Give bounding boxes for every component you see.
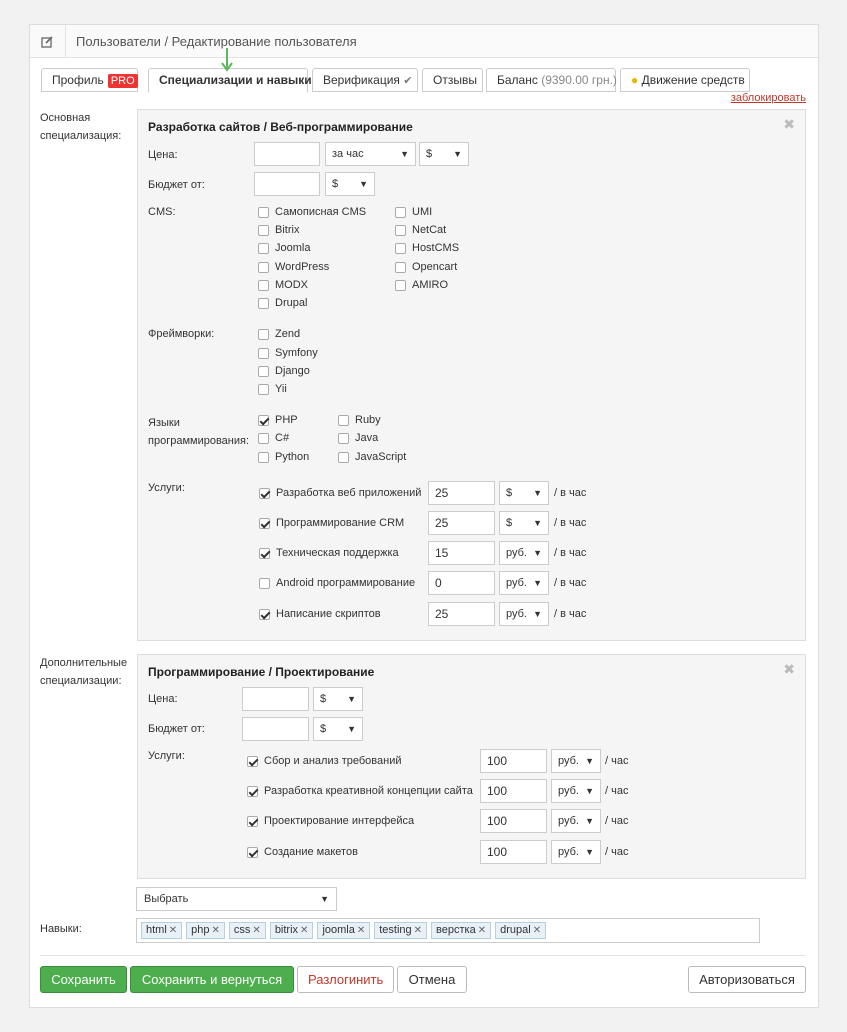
cms-checkbox[interactable] (395, 242, 459, 254)
budget-input[interactable] (254, 172, 320, 196)
shield-icon: ● (631, 73, 639, 87)
checkbox[interactable] (258, 280, 269, 291)
checkbox-checked[interactable] (247, 847, 258, 858)
skill-tag[interactable] (317, 922, 370, 939)
service-rate-input[interactable]: 100 (480, 809, 547, 833)
caret-down-icon: ▼ (533, 518, 542, 528)
checkbox[interactable] (258, 262, 269, 273)
checkbox-checked[interactable] (259, 518, 270, 529)
service-label: Android программирование (276, 577, 416, 589)
framework-option-label: Yii (275, 383, 287, 395)
checkbox[interactable] (259, 578, 270, 589)
caret-down-icon: ▼ (347, 724, 356, 734)
price-period-select[interactable] (325, 142, 416, 166)
checkbox[interactable] (395, 280, 406, 291)
save-button[interactable]: Сохранить (40, 966, 127, 993)
tab-specializations-label: Специализации и навыки (159, 73, 312, 87)
skill-tag-label: bitrix (274, 924, 299, 936)
budget-currency-value: $ (332, 178, 339, 190)
skill-tag[interactable] (186, 922, 225, 939)
tab-verification[interactable] (312, 68, 418, 92)
caret-down-icon: ▼ (533, 548, 542, 558)
caret-down-icon: ▼ (533, 578, 542, 588)
language-option-label: Python (275, 451, 310, 463)
tab-balance[interactable] (486, 68, 616, 92)
caret-down-icon: ▼ (585, 847, 594, 857)
divider (40, 955, 806, 956)
cms-checkbox[interactable] (258, 206, 366, 218)
skill-tag[interactable] (431, 922, 491, 939)
cms-checkbox[interactable] (258, 261, 329, 273)
skill-tag-label: joomla (322, 924, 355, 936)
service-currency-value: руб. (558, 846, 579, 858)
cms-option-label: NetCat (412, 224, 447, 236)
skill-tag-label: php (191, 924, 210, 936)
service-label: Проектирование интерфейса (264, 815, 415, 827)
checkbox-checked[interactable] (247, 786, 258, 797)
cms-option-label: Joomla (275, 242, 311, 254)
cms-checkbox[interactable] (258, 297, 307, 309)
price-currency-value: $ (426, 148, 433, 160)
service-unit: / час (605, 755, 629, 767)
skill-tag[interactable] (141, 922, 182, 939)
checkbox-checked[interactable] (247, 816, 258, 827)
service-label: Техническая поддержка (276, 547, 399, 559)
pro-badge: PRO (108, 74, 138, 88)
cms-checkbox[interactable] (395, 261, 457, 273)
service-currency-value: $ (506, 487, 513, 499)
skills-label: Навыки: (40, 923, 82, 935)
checkbox-checked[interactable] (259, 609, 270, 620)
service-currency-select[interactable] (499, 481, 549, 505)
skill-tag[interactable] (229, 922, 266, 939)
language-option-label: PHP (275, 414, 298, 426)
edit-icon (30, 25, 66, 58)
service-checkbox[interactable] (247, 785, 473, 797)
checkbox[interactable] (258, 452, 269, 463)
main-spec-label: Основная специализация: (40, 112, 122, 142)
skills-tag-input[interactable] (136, 918, 760, 943)
language-option-label: Java (355, 432, 379, 444)
language-option-label: C# (275, 432, 290, 444)
skills-select[interactable] (136, 887, 337, 911)
service-currency-value: руб. (506, 577, 527, 589)
framework-option-label: Zend (275, 328, 301, 340)
service-currency-value: руб. (558, 785, 579, 797)
cms-option-label: Bitrix (275, 224, 300, 236)
budget-label: Бюджет от: (148, 723, 205, 735)
arrow-down-icon (220, 47, 234, 73)
cms-option-label: WordPress (275, 261, 330, 273)
save-and-return-button[interactable]: Сохранить и вернуться (130, 966, 294, 993)
remove-icon[interactable]: ✕ (477, 925, 487, 936)
skill-tag[interactable] (495, 922, 546, 939)
price-period-value: за час (332, 148, 364, 160)
checkbox-checked[interactable] (259, 488, 270, 499)
caret-down-icon: ▼ (347, 694, 356, 704)
caret-down-icon: ▼ (359, 179, 368, 189)
framework-checkbox[interactable] (258, 347, 318, 359)
service-currency-select[interactable] (551, 840, 601, 864)
price-currency-select[interactable] (419, 142, 469, 166)
service-currency-select[interactable] (499, 541, 549, 565)
service-rate-input[interactable]: 25 (428, 481, 495, 505)
extra-budget-input[interactable] (242, 717, 309, 741)
cms-checkbox[interactable] (395, 206, 432, 218)
extra-price-currency-select[interactable] (313, 687, 363, 711)
close-icon[interactable]: ✖ (783, 116, 795, 132)
language-checkbox[interactable] (338, 451, 406, 463)
remove-icon[interactable]: ✕ (168, 925, 178, 936)
extra-spec-box (137, 654, 806, 879)
block-user-link[interactable]: заблокировать (730, 92, 806, 104)
service-checkbox[interactable] (259, 547, 399, 559)
skill-tag-label: testing (379, 924, 412, 936)
frameworks-label: Фреймворки: (148, 328, 215, 340)
tab-balance-amount: (9390.00 грн.) (541, 73, 617, 87)
extra-spec-label: Дополнительные специализации: (40, 657, 128, 687)
extra-budget-currency-select[interactable] (313, 717, 363, 741)
languages-label-line2: программирования: (148, 435, 250, 447)
language-checkbox[interactable] (338, 414, 381, 426)
remove-icon[interactable]: ✕ (300, 925, 309, 936)
cms-option-label: MODX (275, 279, 308, 291)
caret-down-icon: ▼ (585, 816, 594, 826)
main-spec-box (137, 109, 806, 641)
service-unit: / в час (554, 517, 587, 529)
caret-down-icon: ▼ (585, 756, 594, 766)
checkbox[interactable] (338, 415, 349, 426)
service-unit: / час (605, 815, 629, 827)
service-currency-value: руб. (506, 608, 527, 620)
tab-money-movement[interactable] (620, 68, 750, 92)
caret-down-icon: ▼ (453, 149, 462, 159)
services-label: Услуги: (148, 482, 185, 494)
checkbox[interactable] (395, 207, 406, 218)
skill-tag-label: верстка (436, 924, 476, 936)
checkbox[interactable] (258, 433, 269, 444)
service-label: Создание макетов (264, 846, 358, 858)
remove-icon[interactable]: ✕ (356, 925, 366, 936)
checkbox[interactable] (258, 329, 269, 340)
skill-tag-label: css (233, 924, 251, 936)
budget-label: Бюджет от: (148, 179, 205, 191)
service-unit: / в час (554, 547, 587, 559)
language-checkbox[interactable] (258, 451, 309, 463)
framework-checkbox[interactable] (258, 383, 287, 395)
authorize-button[interactable]: Авторизоваться (688, 966, 806, 993)
skill-tag[interactable] (374, 922, 427, 939)
services-label: Услуги: (148, 750, 185, 762)
price-input[interactable] (254, 142, 320, 166)
panel-header (30, 25, 818, 58)
languages-label (148, 414, 249, 450)
checkbox[interactable] (258, 225, 269, 236)
extra-spec-title: Программирование / Проектирование (148, 665, 375, 679)
checkbox[interactable] (395, 225, 406, 236)
service-rate-input[interactable]: 100 (480, 749, 547, 773)
cms-option-label: AMIRO (412, 279, 449, 291)
languages-label-line1: Языки (148, 417, 180, 429)
language-checkbox[interactable] (258, 414, 298, 426)
service-checkbox[interactable] (259, 487, 421, 499)
edit-user-panel (29, 24, 819, 1008)
tab-reviews-label: Отзывы (433, 73, 477, 87)
cms-option-label: Opencart (412, 261, 458, 273)
service-currency-value: $ (506, 517, 513, 529)
caret-down-icon: ▼ (400, 149, 409, 159)
service-label: Сбор и анализ требований (264, 755, 402, 767)
caret-down-icon: ▼ (320, 894, 329, 904)
framework-checkbox[interactable] (258, 328, 300, 340)
logout-button[interactable]: Разлогинить (297, 966, 394, 993)
checkbox-checked[interactable] (258, 415, 269, 426)
service-checkbox[interactable] (247, 846, 358, 858)
service-checkbox[interactable] (259, 608, 381, 620)
framework-checkbox[interactable] (258, 365, 310, 377)
service-currency-select[interactable] (551, 779, 601, 803)
service-unit: / в час (554, 608, 587, 620)
service-checkbox[interactable] (247, 815, 414, 827)
price-label: Цена: (148, 693, 178, 705)
price-label: Цена: (148, 149, 178, 161)
framework-option-label: Django (275, 365, 310, 377)
cms-label: CMS: (148, 206, 176, 218)
tab-balance-label: Баланс (497, 73, 538, 87)
remove-icon[interactable]: ✕ (211, 925, 220, 936)
checkbox[interactable] (258, 243, 269, 254)
budget-currency-select[interactable] (325, 172, 375, 196)
extra-price-currency-value: $ (320, 693, 327, 705)
service-unit: / час (605, 846, 629, 858)
service-rate-input[interactable]: 100 (480, 840, 547, 864)
remove-icon[interactable]: ✕ (413, 925, 423, 936)
cms-checkbox[interactable] (395, 279, 448, 291)
service-currency-select[interactable] (499, 511, 549, 535)
close-icon[interactable]: ✖ (783, 661, 795, 677)
remove-icon[interactable]: ✕ (252, 925, 261, 936)
skill-tag[interactable] (270, 922, 314, 939)
cms-checkbox[interactable] (258, 224, 299, 236)
service-currency-select[interactable] (499, 602, 549, 626)
extra-budget-currency-value: $ (320, 723, 327, 735)
skill-tag-label: html (146, 924, 167, 936)
skills-select-value: Выбрать (144, 893, 189, 905)
tab-profile[interactable] (41, 68, 138, 92)
service-label: Написание скриптов (276, 608, 381, 620)
cms-checkbox[interactable] (258, 279, 308, 291)
service-rate-input[interactable]: 25 (428, 602, 495, 626)
service-label: Разработка веб приложений (276, 487, 422, 499)
caret-down-icon: ▼ (533, 488, 542, 498)
language-option-label: Ruby (355, 414, 381, 426)
cancel-button[interactable]: Отмена (397, 966, 467, 993)
caret-down-icon: ▼ (585, 786, 594, 796)
checkbox[interactable] (258, 366, 269, 377)
cms-option-label: Самописная CMS (275, 206, 367, 218)
breadcrumb: Пользователи / Редактирование пользователя (76, 34, 357, 49)
service-currency-select[interactable] (551, 809, 601, 833)
checkbox[interactable] (338, 433, 349, 444)
service-unit: / в час (554, 487, 587, 499)
cms-checkbox[interactable] (395, 224, 446, 236)
tab-profile-label: Профиль (52, 73, 104, 87)
cms-option-label: Drupal (275, 297, 308, 309)
language-checkbox[interactable] (258, 432, 289, 444)
checkbox-checked[interactable] (259, 548, 270, 559)
checkbox[interactable] (395, 262, 406, 273)
checkbox[interactable] (395, 243, 406, 254)
service-label: Программирование CRM (276, 517, 405, 529)
skill-tag-label: drupal (500, 924, 531, 936)
tab-verification-label: Верификация (323, 73, 400, 87)
tab-money-movement-label: Движение средств (641, 73, 745, 87)
checkbox[interactable] (258, 384, 269, 395)
service-currency-select[interactable] (551, 749, 601, 773)
main-spec-title: Разработка сайтов / Веб-программирование (148, 120, 413, 134)
service-currency-value: руб. (506, 547, 527, 559)
service-rate-input[interactable]: 25 (428, 511, 495, 535)
language-option-label: JavaScript (355, 451, 407, 463)
service-currency-value: руб. (558, 755, 579, 767)
service-rate-input[interactable]: 100 (480, 779, 547, 803)
framework-option-label: Symfony (275, 347, 318, 359)
service-label: Разработка креативной концепции сайта (264, 785, 473, 797)
checkbox-checked[interactable] (247, 756, 258, 767)
service-unit: / в час (554, 577, 587, 589)
service-currency-value: руб. (558, 815, 579, 827)
checkbox[interactable] (258, 298, 269, 309)
service-unit: / час (605, 785, 629, 797)
checkbox[interactable] (258, 348, 269, 359)
service-currency-select[interactable] (499, 571, 549, 595)
remove-icon[interactable]: ✕ (532, 925, 542, 936)
cms-option-label: UMI (412, 206, 433, 218)
service-rate-input[interactable]: 15 (428, 541, 495, 565)
checkbox[interactable] (338, 452, 349, 463)
checkbox[interactable] (258, 207, 269, 218)
service-checkbox[interactable] (259, 517, 404, 529)
extra-price-input[interactable] (242, 687, 309, 711)
service-checkbox[interactable] (247, 755, 401, 767)
caret-down-icon: ▼ (533, 609, 542, 619)
service-rate-input[interactable]: 0 (428, 571, 495, 595)
check-icon: ✔ (403, 75, 413, 87)
cms-option-label: HostCMS (412, 242, 460, 254)
tab-reviews[interactable] (422, 68, 483, 92)
cms-checkbox[interactable] (258, 242, 310, 254)
language-checkbox[interactable] (338, 432, 378, 444)
service-checkbox[interactable] (259, 577, 415, 589)
